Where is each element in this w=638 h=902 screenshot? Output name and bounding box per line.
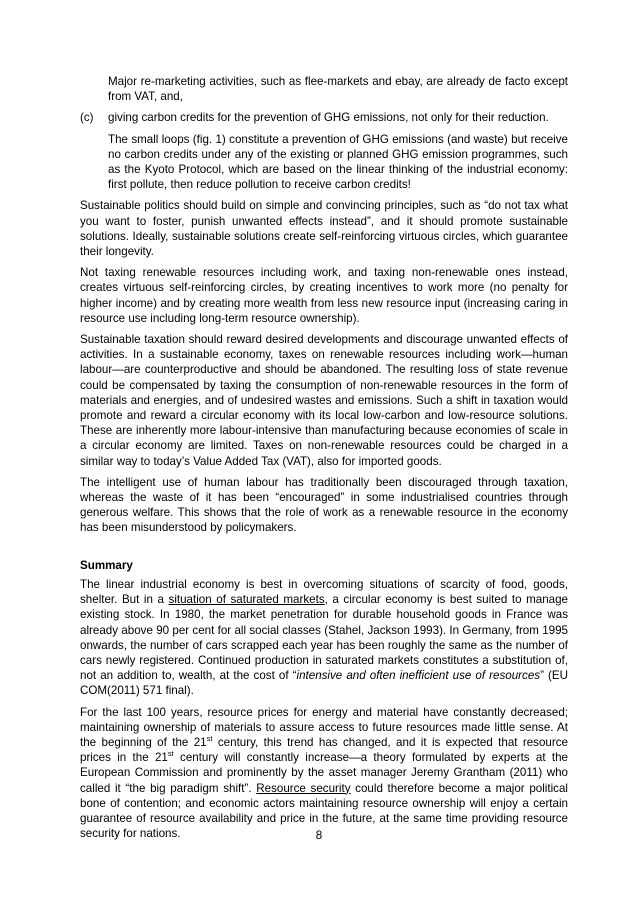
paragraph-summary-2 [80,705,568,842]
list-item-c [80,110,568,125]
paragraph-human-labour: The intelligent use of human labour has traditionally been discouraged through taxation, whereas the waste of it has been “encouraged” in some industrialised countries through generous welfare. This shows that the role of work as a renewable resource in the economy has been misunderstood by policymakers. [80,475,568,535]
paragraph-not-taxing: Not taxing renewable resources including work, and taxing non-renewable ones instead, creates virtuous self-reinforcing circles, by creating incentives to work more (no penalty for higher income) and by creating more wealth from less new resource input (increasing caring in resource use including long-term resource ownership). [80,266,568,325]
paragraph-sustainable-politics: Sustainable politics should build on simple and convincing principles, such as “do not tax what you want to foster, punish unwanted effects instead”, and it should promote sustainable solutions. Ideally, sustainable solutions create self-reinforcing virtuous circles, which guarantee their longevity. [80,199,568,259]
section-heading-summary: Summary [80,558,133,572]
page-number: 8 [315,829,323,842]
text-run: ” (EU COM(2011) 571 final). [80,669,568,698]
underlined-phrase: Resource security [256,781,351,795]
list-item-label: (c) [80,111,94,125]
underlined-phrase: situation of saturated markets [168,593,325,607]
paragraph-summary-1 [80,577,568,699]
text-run: century, this trend has changed, and it is expected that resource prices in the 21 [80,735,568,765]
italic-quote: intensive and often inefficient use of resources [296,669,541,683]
list-item-text: giving carbon credits for the prevention of GHG emissions, not only for their reduction. [108,111,549,125]
page-body [80,74,568,847]
text-run: For the last 100 years, resource prices for energy and material have constantly decreased; maintaining ownership of materials to assure access to future resources made little sense. At the beginning of the 21 [80,705,568,749]
text-run: century will constantly increase—a theory formulated by experts at the European Commission and prominently by the asset manager Jeremy Grantham (2011) who called it “the big paradigm shift”. [80,751,568,795]
superscript: st [167,749,174,759]
superscript: st [206,734,213,744]
text-run: could therefore become a major political bone of contention; and economic actors maintaining resource ownership will enjoy a certain guarantee of resource availability and price in the future, at the same time providing resource security for nations. [80,781,568,841]
text-run: , a circular economy is best suited to manage existing stock. In 1980, the market penetration for durable household goods in France was already above 90 per cent for all social classes (Stahel, Jackson 1993). In Germany, from 1995 onwards, the number of cars scrapped each year has been roughly the same as the number of cars newly registered. Continued production in saturated markets constitutes a substitution of, not an addition to, wealth, at the cost of “ [80,593,568,683]
text-run: The linear industrial economy is best in overcoming situations of scarcity of food, goods, shelter. But in a [80,577,568,607]
paragraph-small-loops: The small loops (fig. 1) constitute a prevention of GHG emissions (and waste) but receive no carbon credits under any of the existing or planned GHG emission programmes, such as the Kyoto Protocol, which are based on the linear thinking of the industrial economy: first pollute, then reduce pollution to receive carbon credits! [108,132,568,192]
paragraph-sustainable-taxation: Sustainable taxation should reward desired developments and discourage unwanted effects of activities. In a sustainable economy, taxes on renewable resources including work—human labour—are counterproductive and should be abandoned. The resulting loss of state revenue could be compensated by taxing the consumption of non-renewable resources in the form of materials and energies, and of undesired wastes and emissions. Such a shift in taxation would promote and reward a circular economy with its local low-carbon and low-resource solutions. These are inherently more labour-intensive than manufacturing because economies of scale in a circular economy are limited. Taxes on non-renewable resources could be charged in a similar way to today’s Value Added Tax (VAT), also for imported goods. [80,333,568,468]
paragraph-remarketing: Major re-marketing activities, such as flee-markets and ebay, are already de facto except from VAT, and, [108,75,568,104]
